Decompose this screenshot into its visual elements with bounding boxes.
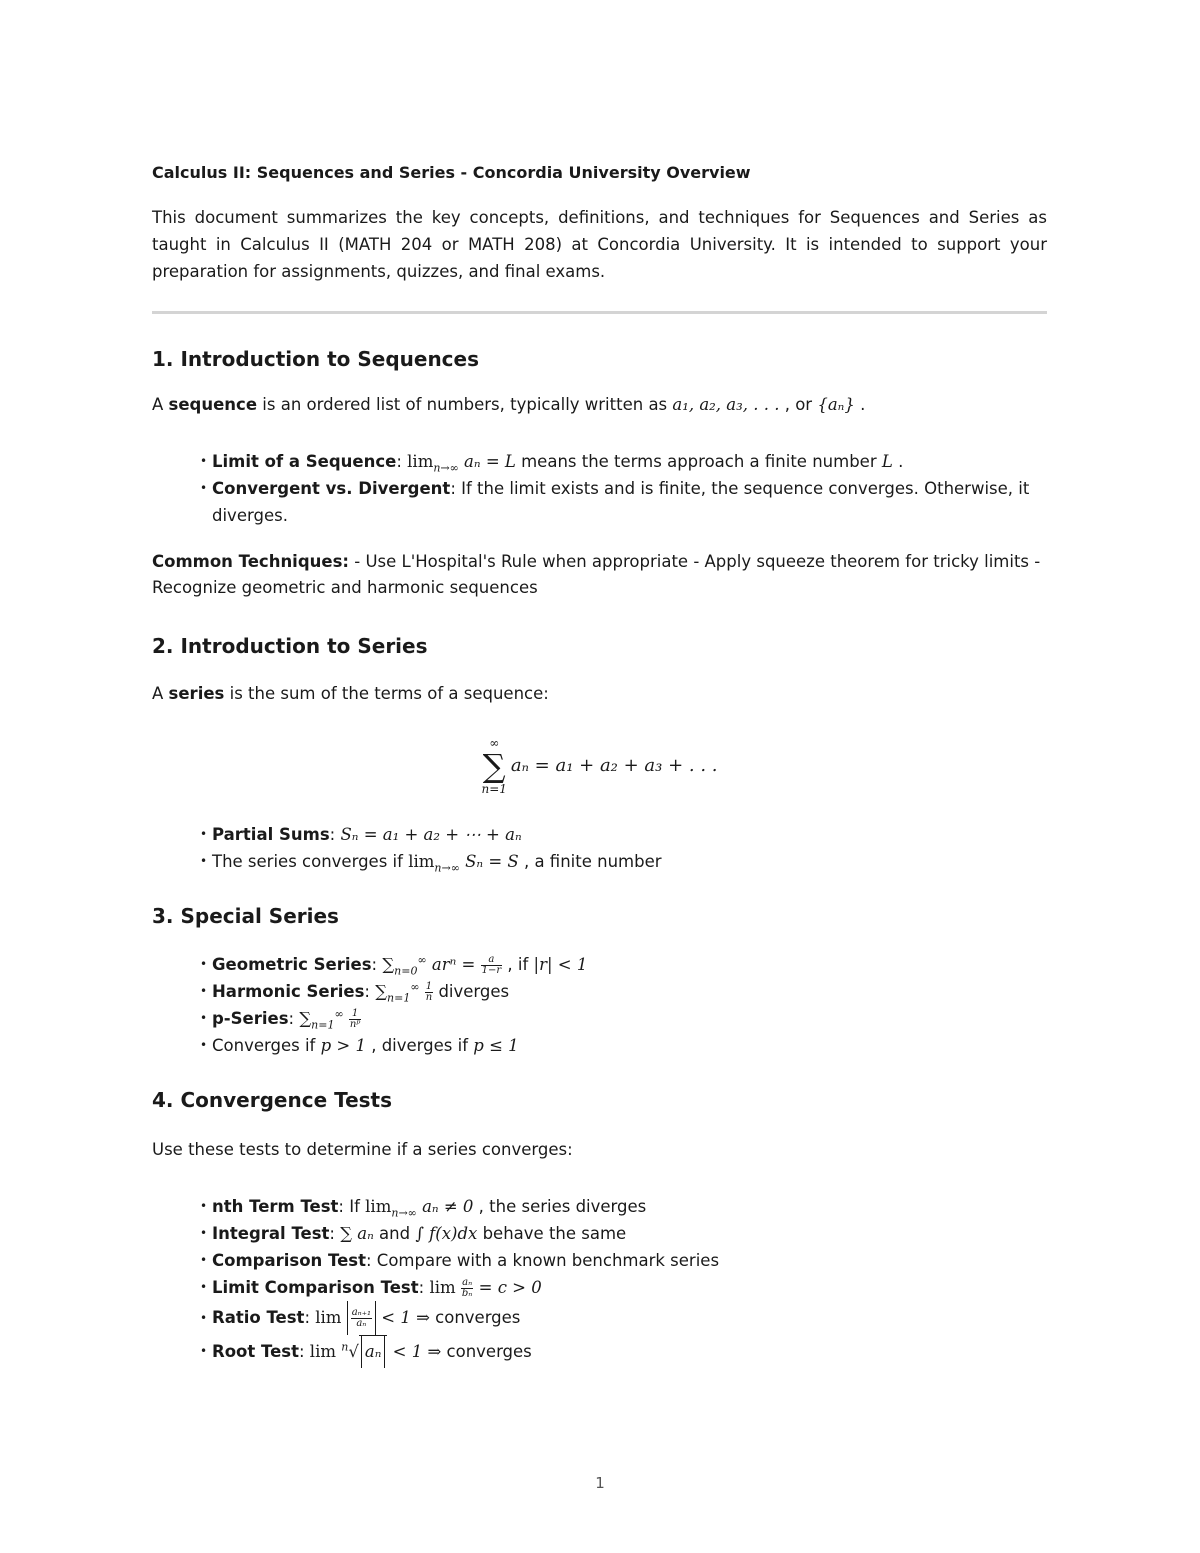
section-heading-convergence-tests: 4. Convergence Tests bbox=[152, 1088, 393, 1112]
summation-symbol: ∞ ∑ n=1 bbox=[481, 736, 507, 796]
list-item: • Geometric Series: $\sum_{n=0}^\infty$ arⁿ = $\frac{a}{1-r}$ , if |r| < 1 bbox=[200, 951, 1047, 978]
fraction: $\frac{\text{aₙ}}{\text{bₙ}}$ bbox=[461, 1277, 473, 1299]
tests-intro: Use these tests to determine if a series converges: bbox=[152, 1140, 573, 1159]
list-item: • Convergent vs. Divergent: If the limit exists and is finite, the sequence converges. Otherwise, it diverges. bbox=[200, 475, 1047, 529]
list-item: • Integral Test: ∑ aₙ and ∫ f(x)dx behave the same bbox=[200, 1220, 1047, 1247]
list-item: • nth Term Test: If $\lim_{n\to\infty} a_n \ne 0$ , the series diverges bbox=[200, 1193, 1047, 1220]
fraction: $\frac{a}{1-r}$ bbox=[481, 954, 502, 976]
document-page bbox=[152, 160, 1047, 1368]
series-display-equation: ∞ ∑ n=1 aₙ = a₁ + a₂ + a₃ + . . . bbox=[481, 736, 718, 796]
common-techniques: Common Techniques: - Use L'Hospital's Rule when appropriate - Apply squeeze theorem for tricky limits - Recognize geometric and harmonic sequences bbox=[152, 552, 1041, 597]
convergence-test-bullets bbox=[152, 1193, 1047, 1368]
list-item: • Harmonic Series: $\sum_{n=1}^\infty$ $\frac{1}{n}$ diverges bbox=[200, 978, 1047, 1005]
list-item: • Ratio Test: lim $\frac{\text{aₙ₊₁}}{\text{aₙ}}$ < 1 ⇒ converges bbox=[200, 1301, 1047, 1335]
math-sequence-set: {aₙ} bbox=[817, 395, 855, 414]
special-series-bullets bbox=[152, 951, 1047, 1059]
fraction: $\frac{1}{\text{nᵖ}}$ bbox=[349, 1008, 361, 1030]
section-heading-sequences: 1. Introduction to Sequences bbox=[152, 347, 480, 371]
radical-sign: √ bbox=[348, 1342, 359, 1361]
sequence-bullets bbox=[152, 448, 1047, 529]
document-title: Calculus II: Sequences and Series - Concordia University Overview bbox=[152, 163, 751, 182]
list-item: • Comparison Test: Compare with a known benchmark series bbox=[200, 1247, 1047, 1274]
list-item: • p-Series: $\sum_{n=1}^\infty$ $\frac{1}{\text{nᵖ}}$ bbox=[200, 1005, 1047, 1032]
series-definition: A series is the sum of the terms of a sequence: bbox=[152, 684, 549, 703]
section-heading-series: 2. Introduction to Series bbox=[152, 634, 428, 658]
term-sequence: sequence bbox=[168, 395, 258, 414]
sequence-definition: A sequence is an ordered list of numbers, typically written as a₁, a₂, a₃, . . . , or {aₙ} . bbox=[152, 395, 866, 414]
section-heading-special-series: 3. Special Series bbox=[152, 904, 339, 928]
list-item: • The series converges if $\lim_{n\to\infty} S_n = S$ , a finite number bbox=[200, 848, 1047, 875]
list-item: • Limit of a Sequence: $\lim_{n\to\infty} a_n = L$ means the terms approach a finite number L . bbox=[200, 448, 1047, 475]
fraction: $\frac{\text{aₙ₊₁}}{\text{aₙ}}$ bbox=[351, 1307, 372, 1329]
math-sequence-list: a₁, a₂, a₃, . . . bbox=[672, 395, 780, 414]
horizontal-rule bbox=[152, 311, 1047, 314]
radicand: aₙ bbox=[359, 1335, 388, 1368]
list-item: • Converges if p > 1 , diverges if p ≤ 1 bbox=[200, 1032, 1047, 1059]
intro-paragraph: This document summarizes the key concepts, definitions, and techniques for Sequences and Series as taught in Calculus II (MATH 204 or MATH 208) at Concordia University. It is intended to support your preparation for assignments, quizzes, and final exams. bbox=[152, 208, 1047, 281]
list-item: • Partial Sums: Sₙ = a₁ + a₂ + ⋯ + aₙ bbox=[200, 821, 1047, 848]
series-bullets bbox=[152, 821, 1047, 875]
absolute-value bbox=[347, 1301, 376, 1335]
page-number: 1 bbox=[595, 1474, 605, 1492]
fraction: $\frac{1}{n}$ bbox=[425, 981, 433, 1003]
list-item: • Limit Comparison Test: lim $\frac{\text{aₙ}}{\text{bₙ}}$ = c > 0 bbox=[200, 1274, 1047, 1301]
list-item: • Root Test: lim $^n$√ aₙ < 1 ⇒ converges bbox=[200, 1335, 1047, 1368]
